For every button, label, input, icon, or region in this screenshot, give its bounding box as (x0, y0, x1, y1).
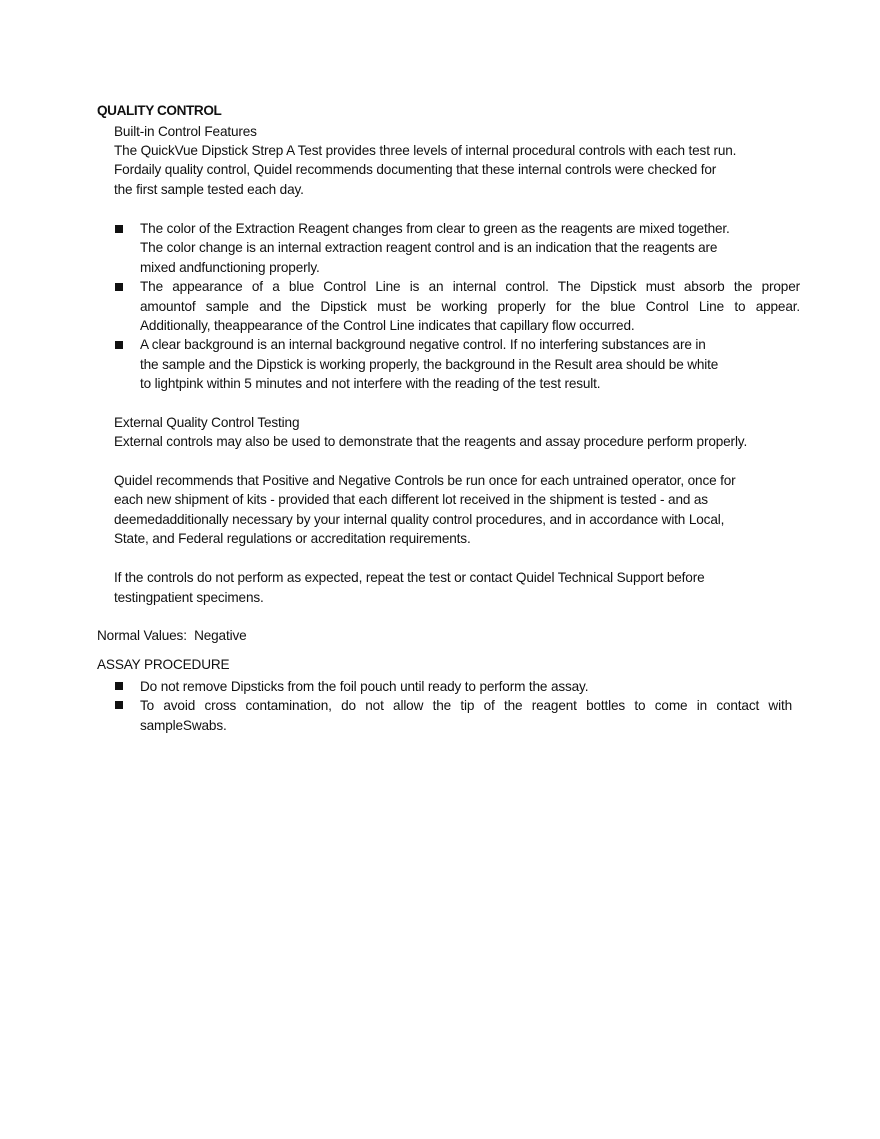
external-recommend-line-3: deemedadditionally necessary by your internal quality control procedures, and in accordance with Local, (114, 512, 725, 527)
builtin-intro-line-2: Fordaily quality control, Quidel recommends documenting that these internal controls were checked for (114, 162, 717, 177)
external-qc-subheading: External Quality Control Testing (114, 415, 300, 430)
external-qc-intro: External controls may also be used to demonstrate that the reagents and assay procedure perform properly. (114, 434, 748, 449)
builtin-bullet-2-line-1: The appearance of a blue Control Line is an internal control. The Dipstick must absorb the proper (140, 279, 800, 294)
external-fail-line-2: testingpatient specimens. (114, 590, 264, 605)
builtin-bullet-3-line-2: the sample and the Dipstick is working properly, the background in the Result area should be white (140, 357, 719, 372)
builtin-bullet-1-line-3: mixed andfunctioning properly. (140, 260, 320, 275)
assay-bullet-2-line-1: To avoid cross contamination, do not allow the tip of the reagent bottles to come in contact with (140, 698, 792, 713)
bullet-square-icon (115, 341, 123, 349)
builtin-intro-line-3: the first sample tested each day. (114, 182, 304, 197)
external-fail-line-1: If the controls do not perform as expected, repeat the test or contact Quidel Technical Support before (114, 570, 705, 585)
builtin-controls-subheading: Built-in Control Features (114, 124, 257, 139)
normal-values: Normal Values: Negative (97, 628, 247, 643)
builtin-bullet-2-line-3: Additionally, theappearance of the Control Line indicates that capillary flow occurred. (140, 318, 635, 333)
external-recommend-line-1: Quidel recommends that Positive and Negative Controls be run once for each untrained operator, once for (114, 473, 736, 488)
bullet-square-icon (115, 682, 123, 690)
external-recommend-line-2: each new shipment of kits - provided that each different lot received in the shipment is tested - and as (114, 492, 708, 507)
assay-bullet-1-line-1: Do not remove Dipsticks from the foil pouch until ready to perform the assay. (140, 679, 589, 694)
builtin-bullet-2-line-2: amountof sample and the Dipstick must be working properly for the blue Control Line to appear. (140, 299, 800, 314)
quality-control-heading: QUALITY CONTROL (97, 103, 222, 118)
assay-bullet-2-line-2: sampleSwabs. (140, 718, 227, 733)
bullet-square-icon (115, 701, 123, 709)
builtin-bullet-3-line-1: A clear background is an internal background negative control. If no interfering substances are in (140, 337, 706, 352)
builtin-bullet-3-line-3: to lightpink within 5 minutes and not interfere with the reading of the test result. (140, 376, 601, 391)
builtin-bullet-1-line-1: The color of the Extraction Reagent changes from clear to green as the reagents are mixed together. (140, 221, 730, 236)
bullet-square-icon (115, 283, 123, 291)
bullet-square-icon (115, 225, 123, 233)
assay-procedure-heading: ASSAY PROCEDURE (97, 657, 230, 672)
builtin-intro-line-1: The QuickVue Dipstick Strep A Test provides three levels of internal procedural controls with each test run. (114, 143, 737, 158)
builtin-bullet-1-line-2: The color change is an internal extraction reagent control and is an indication that the reagents are (140, 240, 718, 255)
external-recommend-line-4: State, and Federal regulations or accreditation requirements. (114, 531, 471, 546)
